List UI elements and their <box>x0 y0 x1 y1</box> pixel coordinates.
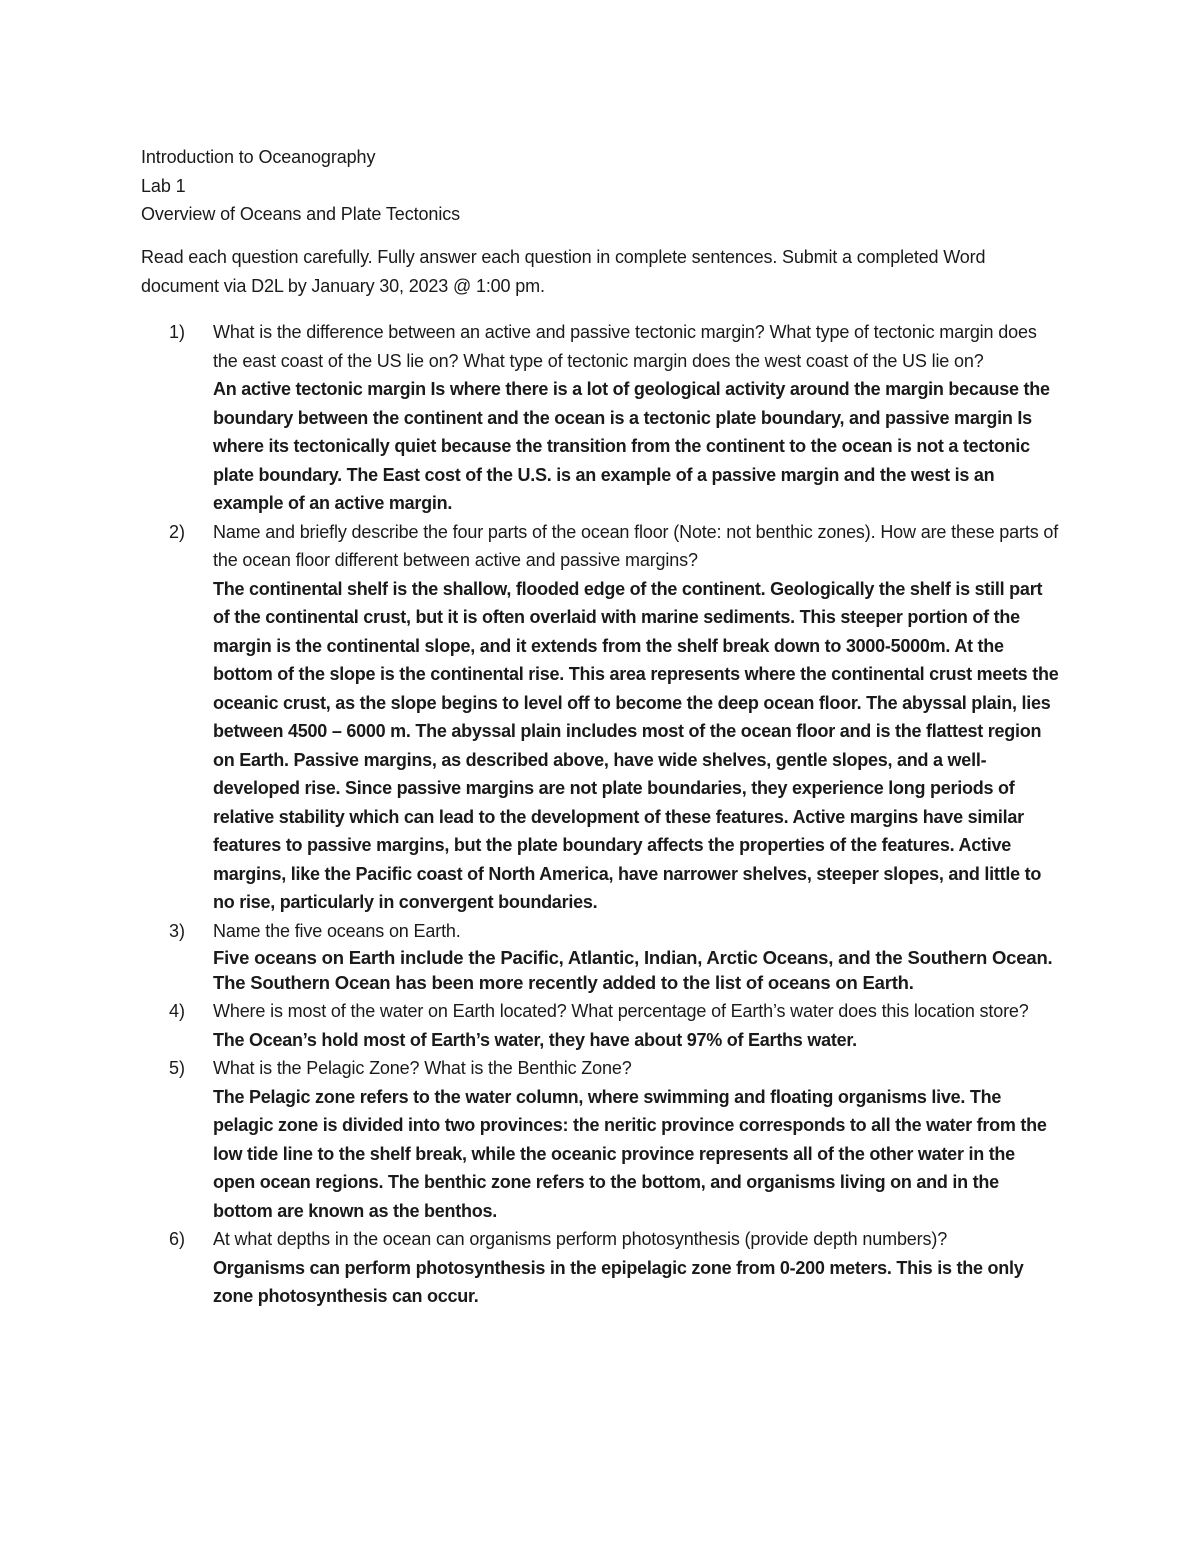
answer-text: The Ocean’s hold most of Earth’s water, they have about 97% of Earths water. <box>213 1029 857 1050</box>
question-list <box>141 318 1061 1311</box>
question-number: 5) <box>169 1058 186 1078</box>
question-number: 2) <box>169 521 186 542</box>
question-item-5 <box>141 1054 1061 1225</box>
question-item-2 <box>141 518 1061 917</box>
question-number: 6) <box>169 1229 186 1249</box>
answer-text: The continental shelf is the shallow, flooded edge of the continent. Geologically the shelf is still part of the continental crust, but it is often overlaid with marine sediments. This steeper portion of the margin is the continental slope, and it extends from the shelf break down to 3000-5000m. At the bottom of the slope is the continental rise. This area represents where the continental crust meets the oceanic crust, as the slope begins to level off to become the deep ocean floor. The abyssal plain, lies between 4500 – 6000 m. The abyssal plain includes most of the ocean floor and is the flattest region on Earth. Passive margins, as described above, have wide shelves, gentle slopes, and a well-developed rise. Since passive margins are not plate boundaries, they experience long periods of relative stability which can lead to the development of these features. Active margins have similar features to passive margins, but the plate boundary affects the properties of the features. Active margins, like the Pacific coast of North America, have narrower shelves, steeper slopes, and little to no rise, particularly in convergent boundaries. <box>213 578 1059 912</box>
question-text: At what depths in the ocean can organisms perform photosynthesis (provide depth numbers)? <box>213 1229 948 1249</box>
answer-text: An active tectonic margin Is where there is a lot of geological activity around the margin because the boundary between the continent and the ocean is a tectonic plate boundary, and passive margin Is where its tectonically quiet because the transition from the continent to the ocean is not a tectonic plate boundary. The East cost of the U.S. is an example of a passive margin and the west is an example of an active margin. <box>213 379 1050 513</box>
question-number: 3) <box>169 920 186 941</box>
question-item-3 <box>141 917 1061 998</box>
question-text: Name the five oceans on Earth. <box>213 920 461 941</box>
document-header <box>141 143 1071 229</box>
answer-text: Five oceans on Earth include the Pacific, Atlantic, Indian, Arctic Oceans, and the Southern Ocean. The Southern Ocean has been more recently added to the list of oceans on Earth. <box>213 947 1053 993</box>
question-item-1 <box>141 318 1061 518</box>
lab-subtitle: Overview of Oceans and Plate Tectonics <box>141 204 461 224</box>
question-item-6 <box>141 1225 1061 1311</box>
course-title: Introduction to Oceanography <box>141 147 376 167</box>
answer-text: The Pelagic zone refers to the water column, where swimming and floating organisms live. The pelagic zone is divided into two provinces: the neritic province corresponds to all the water from the low tide line to the shelf break, while the oceanic province represents all of the other water in the open ocean regions. The benthic zone refers to the bottom, and organisms living on and in the bottom are known as the benthos. <box>213 1086 1047 1221</box>
question-item-4 <box>141 997 1061 1054</box>
question-text: What is the Pelagic Zone? What is the Benthic Zone? <box>213 1058 632 1078</box>
answer-text: Organisms can perform photosynthesis in the epipelagic zone from 0-200 meters. This is the only zone photosynthesis can occur. <box>213 1257 1024 1306</box>
question-number: 1) <box>169 322 186 342</box>
question-text: What is the difference between an active and passive tectonic margin? What type of tectonic margin does the east coast of the US lie on? What type of tectonic margin does the west coast of the US lie on? <box>213 322 1037 371</box>
question-text: Where is most of the water on Earth located? What percentage of Earth’s water does this location store? <box>213 1001 1029 1021</box>
instructions-paragraph: Read each question carefully. Fully answer each question in complete sentences. Submit a completed Word document via D2L by January 30, 2023 @ 1:00 pm. <box>141 247 986 296</box>
question-text: Name and briefly describe the four parts of the ocean floor (Note: not benthic zones). How are these parts of the ocean floor different between active and passive margins? <box>213 521 1059 570</box>
question-number: 4) <box>169 1001 186 1021</box>
lab-number: Lab 1 <box>141 175 186 196</box>
